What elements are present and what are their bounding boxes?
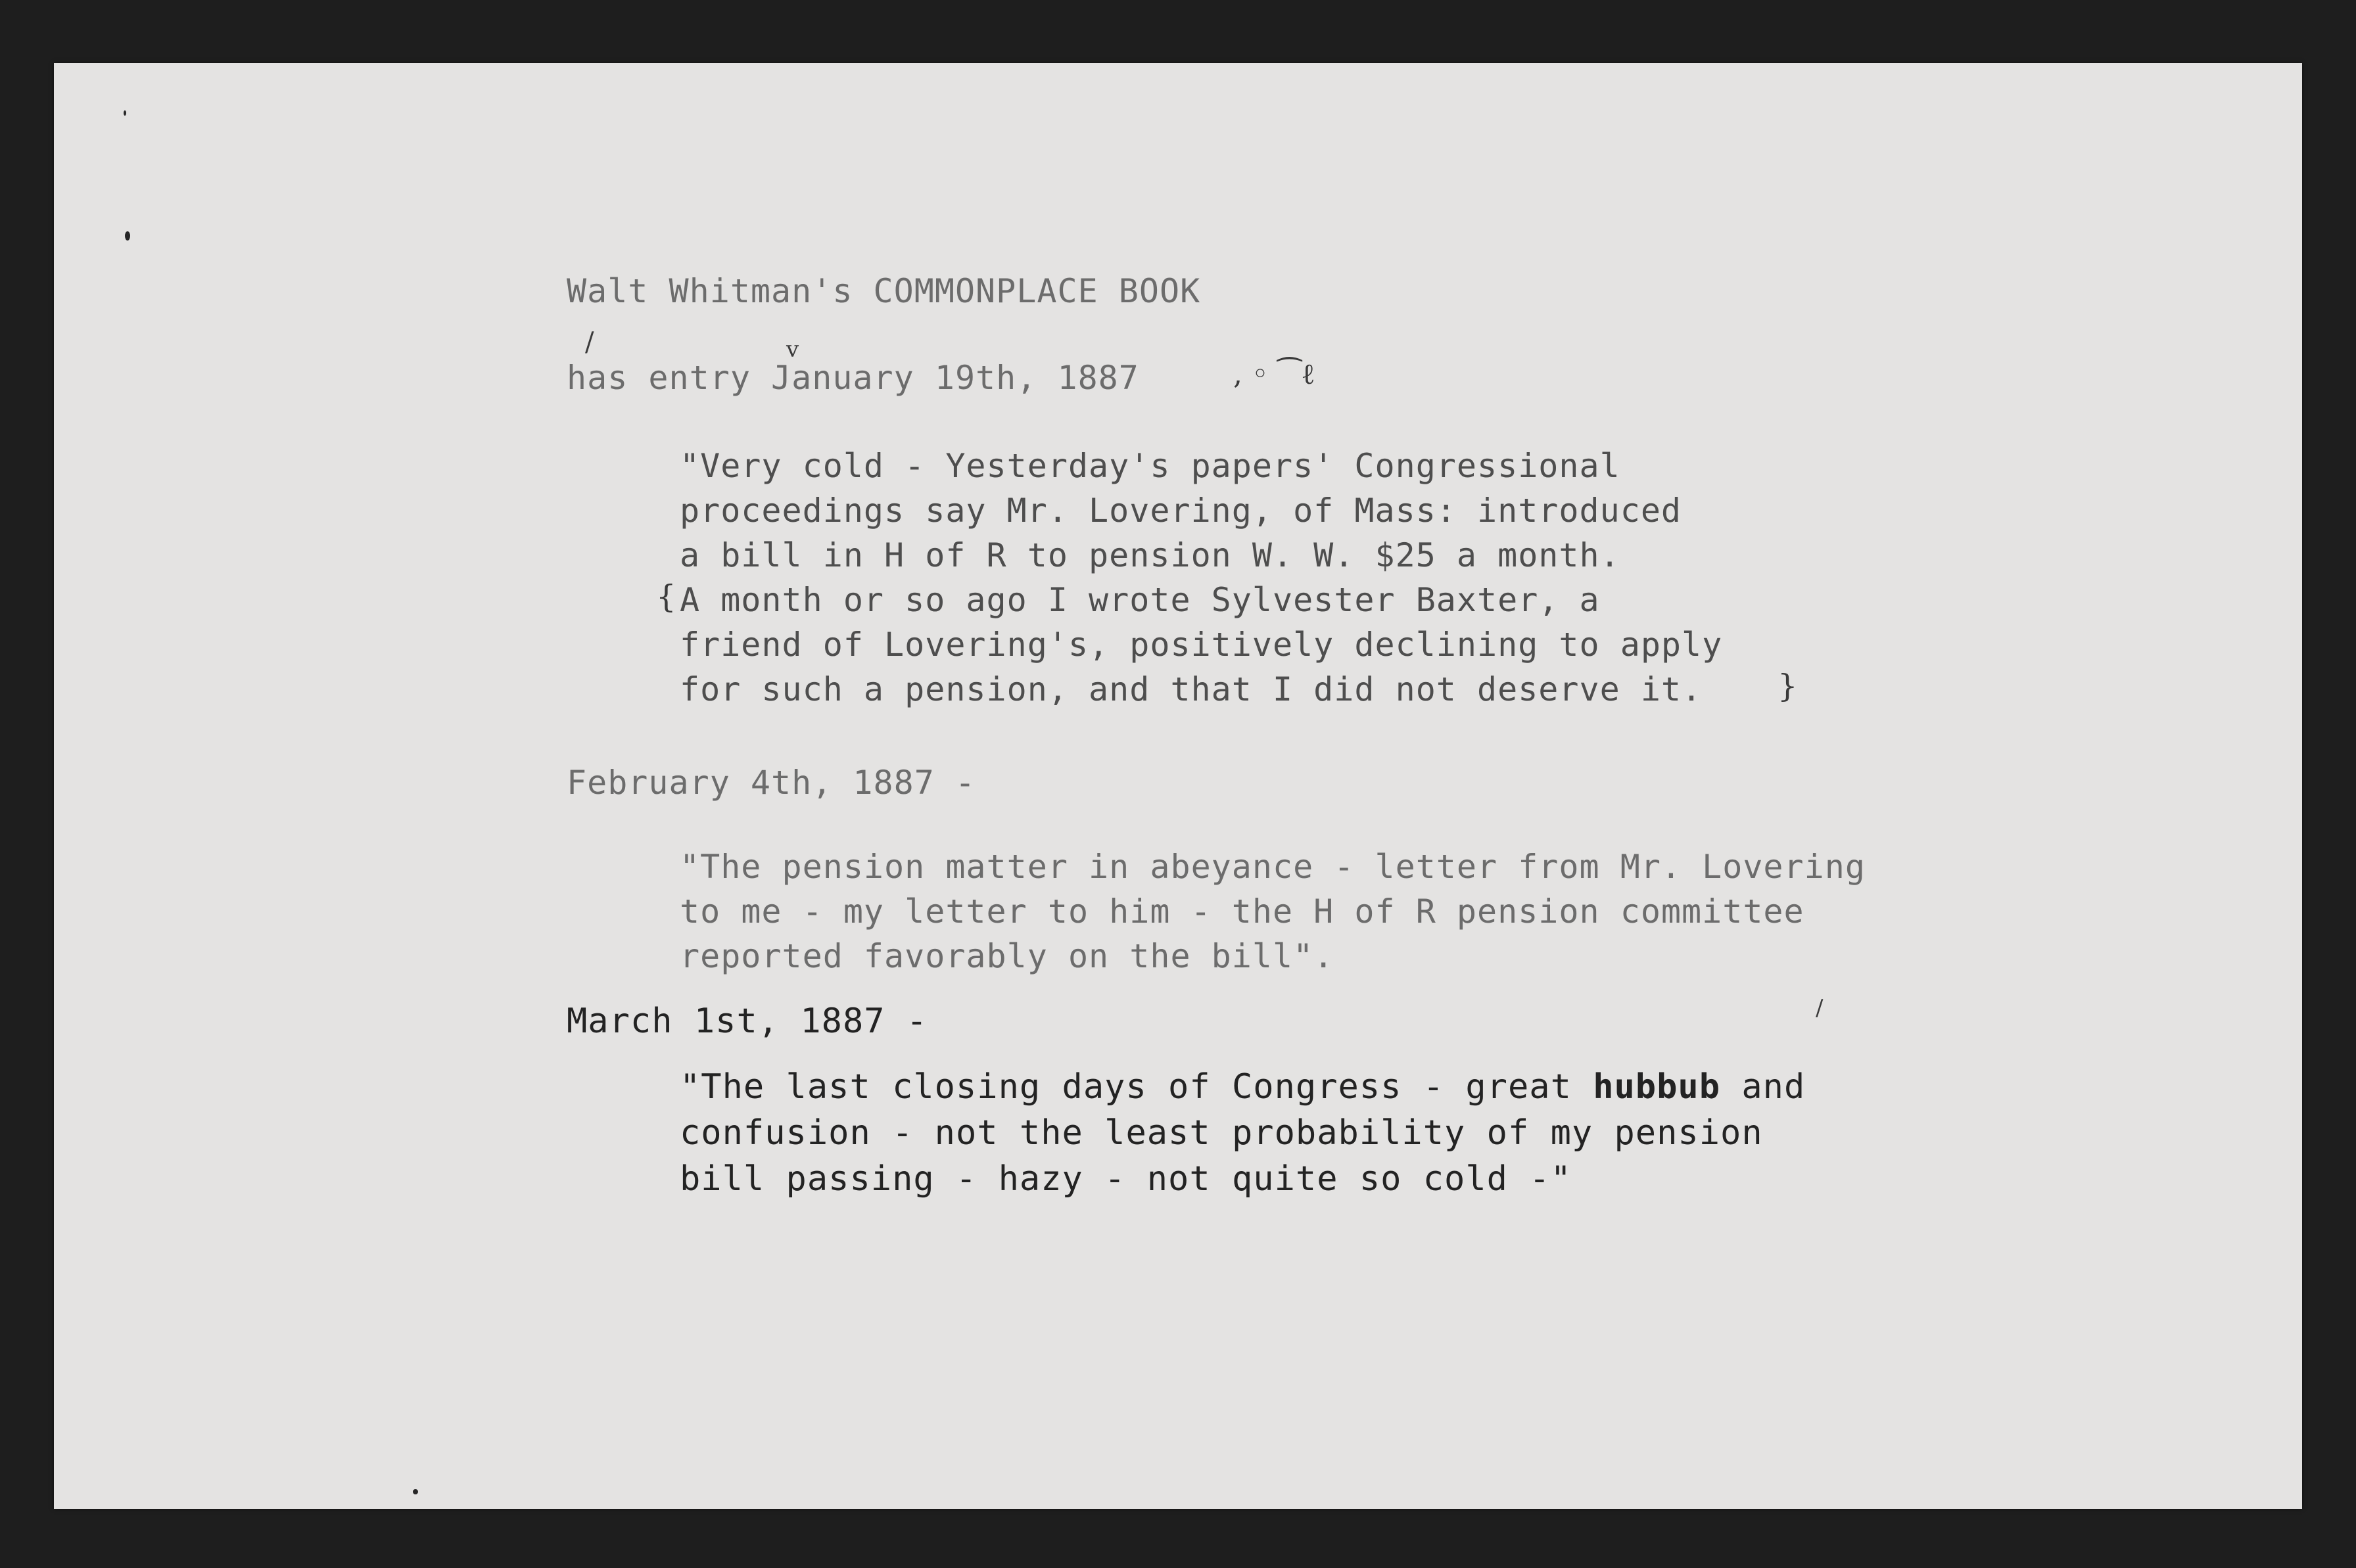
jan-quote-line-6: for such a pension, and that I did not deserve it. bbox=[680, 670, 1703, 708]
jan-quote-line-2: proceedings say Mr. Lovering, of Mass: introduced bbox=[680, 492, 1682, 530]
jan-quote-line-5: friend of Lovering's, positively declining to apply bbox=[680, 626, 1723, 664]
feb-quote-line-3: reported favorably on the bill". bbox=[680, 937, 1334, 975]
mar-quote-line-1-start: "The last closing days of Congress - great bbox=[680, 1067, 1593, 1107]
jan-quote-line-1: "Very cold - Yesterday's papers' Congressional bbox=[680, 447, 1620, 485]
handwritten-open-bracket-mark: { bbox=[656, 578, 676, 615]
paper-speck bbox=[413, 1489, 418, 1494]
mar-quote-line-1-end: and bbox=[1720, 1067, 1806, 1107]
handwritten-delete-mark: , ◦ ⁀ℓ bbox=[1233, 357, 1315, 391]
entry-intro: has entry January 19th, 1887 bbox=[567, 359, 1139, 397]
feb-quote-line-2: to me - my letter to him - the H of R pension committee bbox=[680, 892, 1804, 931]
paper-speck bbox=[124, 110, 126, 116]
mar-quote-line-3: bill passing - hazy - not quite so cold -" bbox=[680, 1159, 1572, 1199]
mar-quote-line-2: confusion - not the least probability of my pension bbox=[680, 1113, 1763, 1153]
handwritten-caret-mark: v bbox=[786, 336, 799, 363]
jan-quote-line-3: a bill in H of R to pension W. W. $25 a month. bbox=[680, 536, 1620, 574]
mar-quote-line-1 bbox=[680, 1067, 1805, 1107]
paper-speck bbox=[125, 231, 130, 241]
feb-quote-line-1: "The pension matter in abeyance - letter from Mr. Lovering bbox=[680, 848, 1866, 886]
mar-heading: March 1st, 1887 - bbox=[567, 1002, 928, 1041]
typed-page bbox=[54, 63, 2302, 1509]
handwritten-tick-mark: / bbox=[1816, 995, 1824, 1021]
document-title: Walt Whitman's COMMONPLACE BOOK bbox=[567, 272, 1201, 310]
handwritten-check-mark: / bbox=[585, 327, 594, 357]
handwritten-close-bracket-mark: } bbox=[1778, 668, 1798, 704]
jan-quote-line-4: A month or so ago I wrote Sylvester Baxter, a bbox=[680, 581, 1600, 619]
mar-quote-bold-word: hubbub bbox=[1593, 1067, 1721, 1107]
feb-heading: February 4th, 1887 - bbox=[567, 764, 976, 802]
